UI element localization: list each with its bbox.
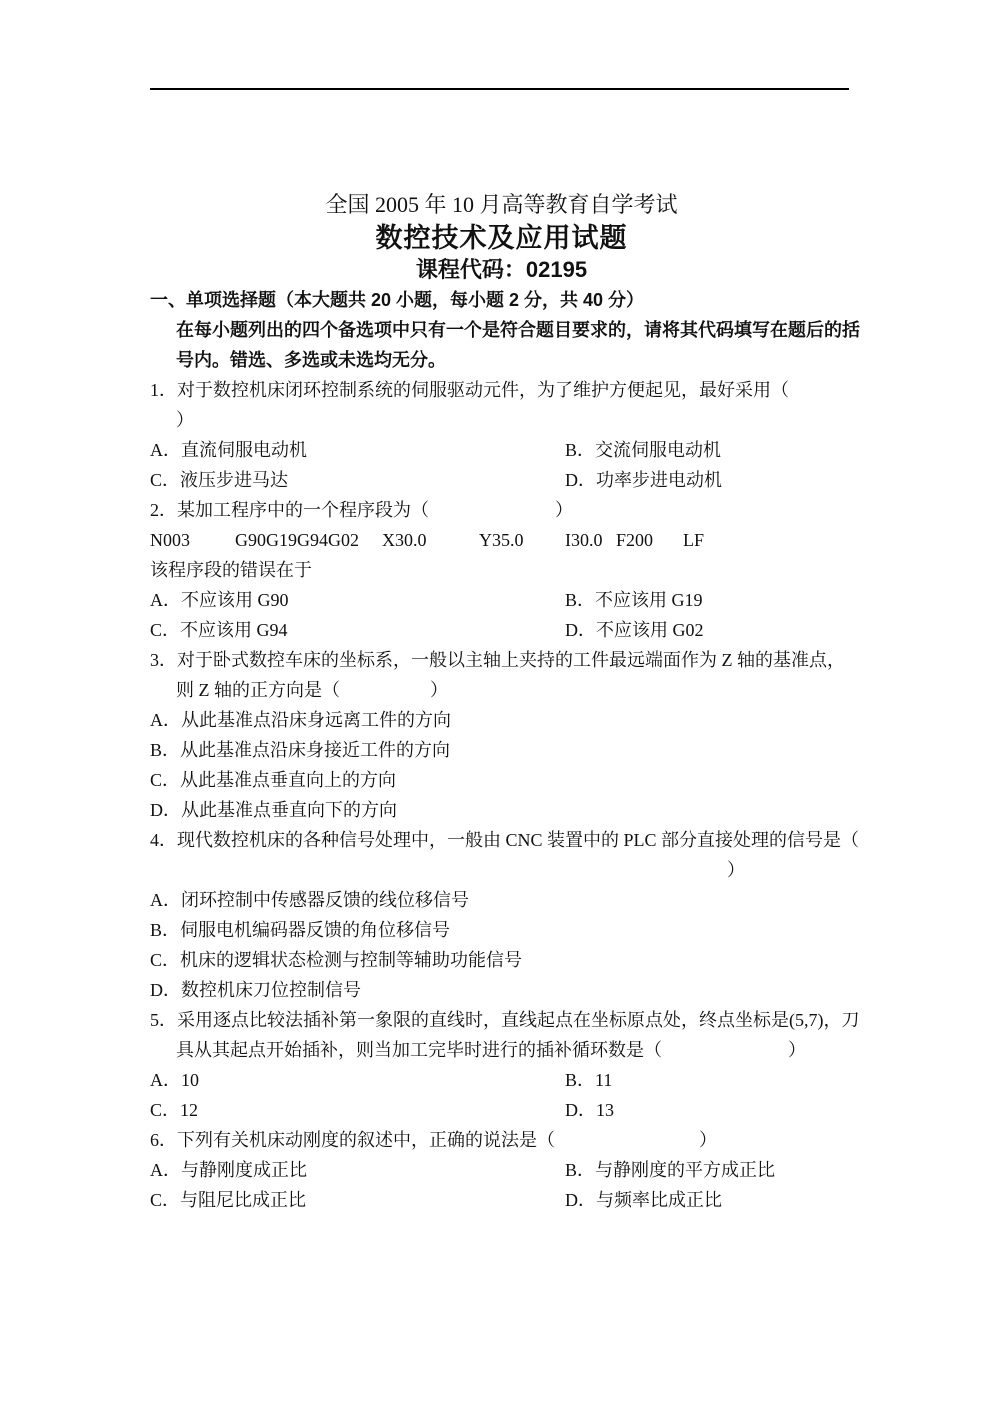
question-1-stem-close-paren: ） xyxy=(176,410,194,430)
question-6-stem: 6．下列有关机床动刚度的叙述中，正确的说法是（ ） xyxy=(150,1130,717,1150)
question-6-option-b: B．与静刚度的平方成正比 xyxy=(565,1160,776,1180)
program-token-x: X30.0 xyxy=(382,530,427,550)
question-2-option-d: D．不应该用 G02 xyxy=(565,620,704,640)
program-token-gcodes: G90G19G94G02 xyxy=(235,530,359,550)
question-1-options-row-2 xyxy=(150,465,853,495)
question-3-option-c: C．从此基准点垂直向上的方向 xyxy=(150,770,397,790)
program-token-f: F200 xyxy=(616,530,654,550)
section-instructions-line-2: 号内。错选、多选或未选均无分。 xyxy=(176,350,446,370)
question-4-option-c: C．机床的逻辑状态检测与控制等辅助功能信号 xyxy=(150,950,523,970)
question-4-option-a: A．闭环控制中传感器反馈的线位移信号 xyxy=(150,890,469,910)
question-1-stem: 1．对于数控机床闭环控制系统的伺服驱动元件，为了维护方便起见，最好采用（ xyxy=(150,380,789,400)
question-5-options-row-1 xyxy=(150,1065,853,1095)
question-2-options-row-1 xyxy=(150,585,853,615)
question-2-program-block xyxy=(150,525,853,555)
question-2-followup: 该程序段的错误在于 xyxy=(150,560,312,580)
section-instructions-line-1: 在每小题列出的四个备选项中只有一个是符合题目要求的，请将其代码填写在题后的括 xyxy=(176,320,860,340)
question-5-stem-line-2: 具从其起点开始插补，则当加工完毕时进行的插补循环数是（ ） xyxy=(176,1040,806,1060)
program-token-n003: N003 xyxy=(150,530,190,550)
question-5-option-c: C．12 xyxy=(150,1100,199,1120)
question-2-option-a: A．不应该用 G90 xyxy=(150,590,289,610)
question-6-option-c: C．与阻尼比成正比 xyxy=(150,1190,307,1210)
program-token-y: Y35.0 xyxy=(479,530,524,550)
question-6-option-d: D．与频率比成正比 xyxy=(565,1190,722,1210)
question-1-option-b: B．交流伺服电动机 xyxy=(565,440,722,460)
question-5-option-d: D．13 xyxy=(565,1100,614,1120)
question-4-stem: 4．现代数控机床的各种信号处理中，一般由 CNC 装置中的 PLC 部分直接处理的信号是（ xyxy=(150,830,860,850)
question-5-option-a: A．10 xyxy=(150,1070,199,1090)
document-body xyxy=(150,285,860,1215)
question-4-option-b: B．伺服电机编码器反馈的角位移信号 xyxy=(150,920,451,940)
program-token-lf: LF xyxy=(683,530,705,550)
top-rule-divider xyxy=(150,88,849,90)
question-4-option-d: D．数控机床刀位控制信号 xyxy=(150,980,361,1000)
question-1-options-row-1 xyxy=(150,435,853,465)
question-6-option-a: A．与静刚度成正比 xyxy=(150,1160,307,1180)
question-1-option-a: A．直流伺服电动机 xyxy=(150,440,307,460)
question-4-stem-close-paren: ） xyxy=(727,860,745,880)
exam-session-title: 全国 2005 年 10 月高等教育自学考试 xyxy=(325,192,678,217)
question-2-options-row-2 xyxy=(150,615,853,645)
section-one-heading: 一、单项选择题（本大题共 20 小题，每小题 2 分，共 40 分） xyxy=(150,290,645,310)
paper-title: 数控技术及应用试题 xyxy=(375,223,628,253)
question-3-option-b: B．从此基准点沿床身接近工件的方向 xyxy=(150,740,451,760)
question-5-stem-line-1: 5．采用逐点比较法插补第一象限的直线时，直线起点在坐标原点处，终点坐标是(5,7)，刀 xyxy=(150,1010,860,1030)
question-2-stem: 2．某加工程序中的一个程序段为（ ） xyxy=(150,500,573,520)
question-3-option-a: A．从此基准点沿床身远离工件的方向 xyxy=(150,710,451,730)
program-token-i: I30.0 xyxy=(565,530,603,550)
question-3-stem-line-1: 3．对于卧式数控车床的坐标系，一般以主轴上夹持的工件最远端面作为 Z 轴的基准点， xyxy=(150,650,845,670)
question-3-stem-line-2: 则 Z 轴的正方向是（ ） xyxy=(176,680,448,700)
question-2-option-c: C．不应该用 G94 xyxy=(150,620,288,640)
question-5-options-row-2 xyxy=(150,1095,853,1125)
question-1-option-d: D．功率步进电动机 xyxy=(565,470,722,490)
question-2-option-b: B．不应该用 G19 xyxy=(565,590,703,610)
question-3-option-d: D．从此基准点垂直向下的方向 xyxy=(150,800,397,820)
question-1-option-c: C．液压步进马达 xyxy=(150,470,289,490)
question-6-options-row-2 xyxy=(150,1185,853,1215)
question-6-options-row-1 xyxy=(150,1155,853,1185)
title-block xyxy=(150,189,853,285)
course-code: 课程代码：02195 xyxy=(415,257,588,282)
question-5-option-b: B．11 xyxy=(565,1070,613,1090)
